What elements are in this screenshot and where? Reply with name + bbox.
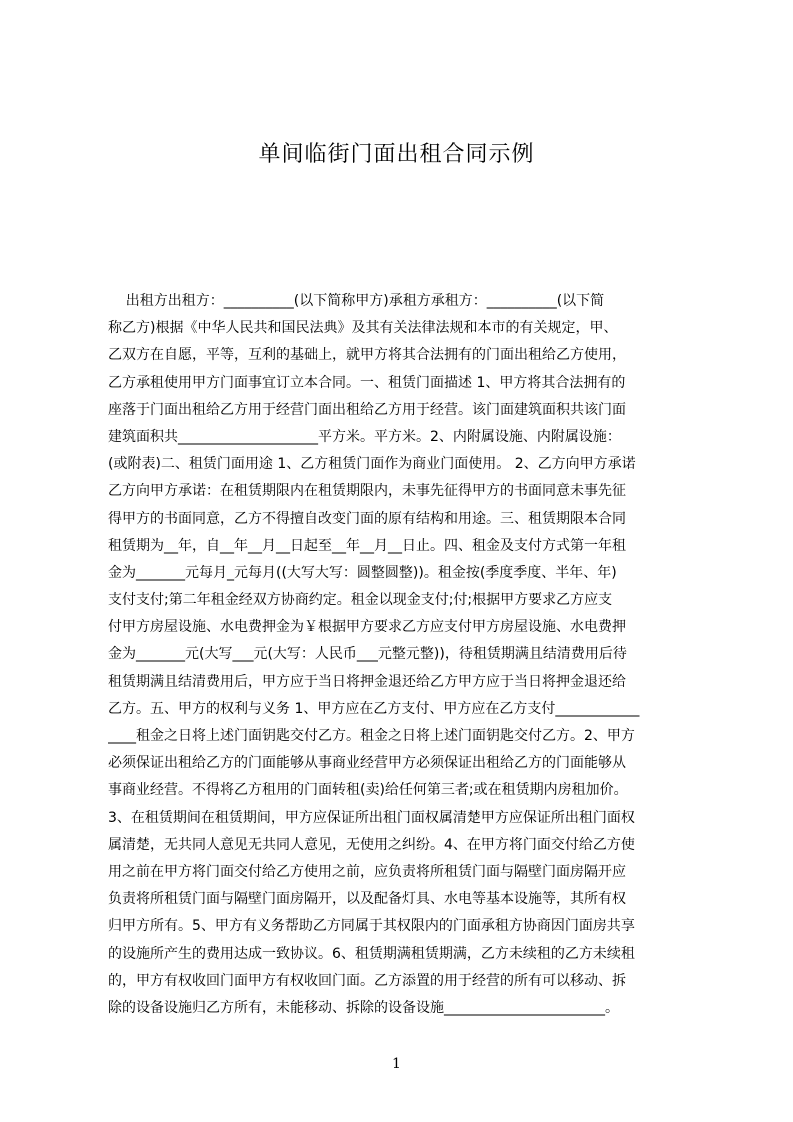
body-line: 座落于门面出租给乙方用于经营门面出租给乙方用于经营。该门面建筑面积共该门面: [108, 401, 626, 418]
page-number: 1: [392, 1056, 401, 1072]
body-line: 乙方向甲方承诺：在租赁期限内在租赁期限内，未事先征得甲方的书面同意未事先征: [108, 483, 626, 500]
contract-body: [108, 288, 698, 1022]
body-line: 归甲方所有。5、甲方有义务帮助乙方同属于其权限内的门面承租方协商因门面房共享: [108, 918, 635, 935]
body-line: 乙方承租使用甲方门面事宜订立本合同。一、租赁门面描述 1、甲方将其合法拥有的: [108, 374, 626, 391]
body-line: 称乙方)根据《中华人民共和国民法典》及其有关法律法规和本市的有关规定，甲、: [108, 320, 618, 337]
body-line: 得甲方的书面同意，乙方不得擅自改变门面的原有结构和用途。三、租赁期限本合同: [108, 510, 626, 527]
body-line: 必须保证出租给乙方的门面能够从事商业经营甲方必须保证出租给乙方的门面能够从: [108, 755, 626, 772]
body-line: 租赁期满且结清费用后，甲方应于当日将押金退还给乙方甲方应于当日将押金退还给: [108, 673, 626, 690]
body-line: 除的设备设施归乙方所有，未能移动、拆除的设备设施_______________________。: [108, 999, 619, 1016]
body-line: 的，甲方有权收回门面甲方有权收回门面。乙方添置的用于经营的所有可以移动、拆: [108, 972, 626, 989]
body-line: 属清楚，无共同人意见无共同人意见，无使用之纠纷。4、在甲方将门面交付给乙方使: [108, 836, 635, 853]
body-line: 金为_______元每月_元每月((大写大写：圆整圆整))。租金按(季度季度、半年、年): [108, 564, 617, 581]
page-title: 单间临街门面出租合同示例: [258, 142, 535, 167]
body-line: 乙双方在自愿，平等，互利的基础上，就甲方将其合法拥有的门面出租给乙方使用，: [108, 347, 626, 364]
body-line: 租赁期为__年，自__年__月__日起至__年__月__日止。四、租金及支付方式第一年租: [108, 537, 626, 554]
body-line: 乙方。五、甲方的权利与义务 1、甲方应在乙方支付、甲方应在乙方支付____________: [108, 700, 640, 717]
body-line: 事商业经营。不得将乙方租用的门面转租(卖)给任何第三者;或在租赁期内房租加价。: [108, 782, 628, 799]
body-line: 建筑面积共____________________平方米。平方米。2、内附属设施、内附属设施：: [108, 428, 621, 445]
body-line: ____租金之日将上述门面钥匙交付乙方。租金之日将上述门面钥匙交付乙方。2、甲方: [108, 728, 635, 744]
body-line: 3、在租赁期间在租赁期间，甲方应保证所出租门面权属清楚甲方应保证所出租门面权: [108, 809, 635, 826]
body-line: 金为_______元(大写___元(大写：人民币___元整元整))，待租赁期满且结清费用后待: [108, 646, 627, 663]
body-line: 出租方出租方：__________(以下简称甲方)承租方承租方：__________(以下简: [108, 293, 605, 309]
body-line: 付甲方房屋设施、水电费押金为￥根据甲方要求乙方应支付甲方房屋设施、水电费押: [108, 619, 626, 636]
body-line: 支付支付;第二年租金经双方协商约定。租金以现金支付;付;根据甲方要求乙方应支: [108, 592, 613, 609]
body-line: (或附表)二、租赁门面用途 1、乙方租赁门面作为商业门面使用。 2、乙方向甲方承诺: [108, 456, 636, 473]
body-line: 负责将所租赁门面与隔壁门面房隔开，以及配备灯具、水电等基本设施等，其所有权: [108, 891, 626, 908]
body-line: 用之前在甲方将门面交付给乙方使用之前，应负责将所租赁门面与隔壁门面房隔开应: [108, 863, 626, 880]
body-line: 的设施所产生的费用达成一致协议。6、租赁期满租赁期满，乙方未续租的乙方未续租: [108, 945, 635, 962]
